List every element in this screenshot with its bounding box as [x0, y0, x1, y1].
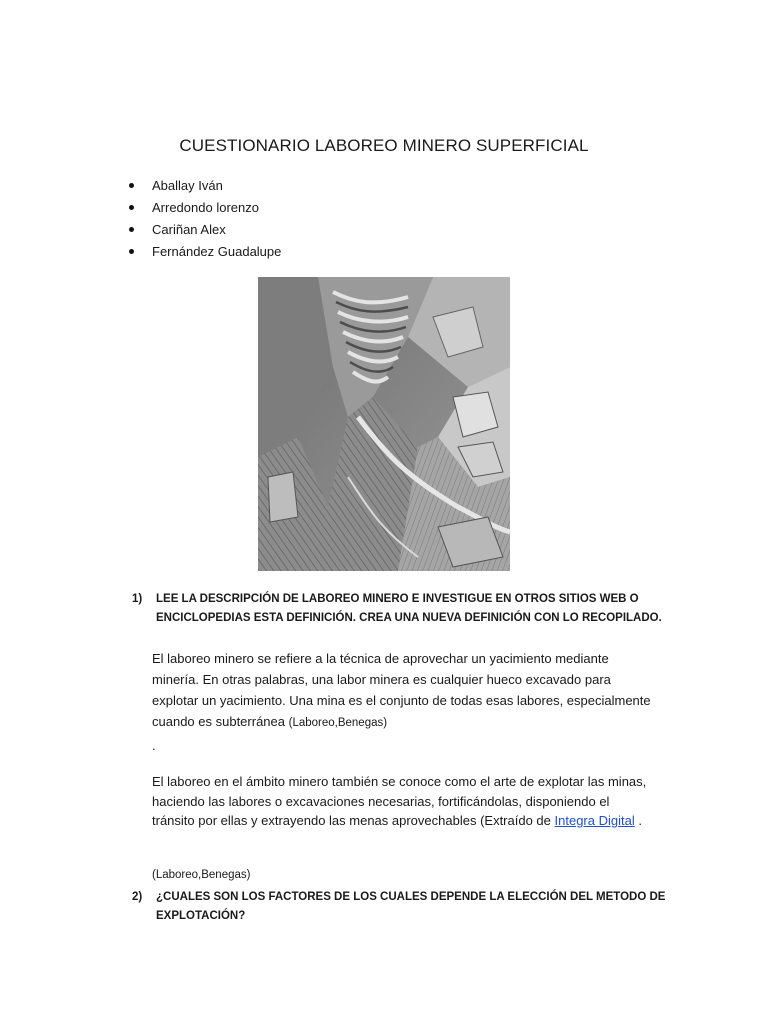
aerial-photo-graphic: [258, 277, 510, 571]
answer-paragraph-1: [152, 648, 652, 734]
question-number: 1): [132, 593, 143, 605]
author-list: [128, 176, 281, 264]
citation: (Laboreo,Benegas): [288, 717, 388, 729]
question-text-line: ENCICLOPEDIAS ESTA DEFINICIÓN. CREA UNA NUEVA DEFINICIÓN CON LO RECOPILADO.: [156, 612, 662, 624]
author-item: Aballay Iván: [128, 176, 281, 198]
author-item: Fernández Guadalupe: [128, 242, 281, 264]
aerial-mine-photo: [258, 277, 510, 571]
question-text-line: ¿CUALES SON LOS FACTORES DE LOS CUALES DEPENDE LA ELECCIÓN DEL METODO DE: [156, 891, 666, 903]
answer-paragraph-2: [152, 772, 652, 831]
question-text-line: LEE LA DESCRIPCIÓN DE LABOREO MINERO E INVESTIGUE EN OTROS SITIOS WEB O: [156, 593, 639, 605]
stray-dot: .: [152, 738, 156, 753]
answer-text: El laboreo en el ámbito minero también se conoce como el arte de explotar las minas, haciendo las labores o excavaciones necesarias, fortificándolas, disponiendo el tránsito por ellas y extrayendo las menas aprovechables (Extraído de: [152, 774, 647, 828]
citation-2: (Laboreo,Benegas): [152, 869, 251, 881]
document-title: CUESTIONARIO LABOREO MINERO SUPERFICIAL: [179, 136, 589, 155]
integra-digital-link[interactable]: Integra Digital: [554, 813, 635, 828]
answer-text: El laboreo minero se refiere a la técnica de aprovechar un yacimiento mediante minería. En otras palabras, una labor minera es cualquier hueco excavado para explotar un yacimiento. Una mina es el conjunto de todas esas labores, especialmente cuando es subterránea: [152, 651, 651, 729]
author-item: Arredondo lorenzo: [128, 198, 281, 220]
question-text-line: EXPLOTACIÓN?: [156, 910, 246, 922]
question-2: [132, 888, 672, 926]
author-item: Cariñan Alex: [128, 220, 281, 242]
question-number: 2): [132, 891, 143, 903]
question-1: [132, 590, 672, 628]
paragraph-end: .: [638, 813, 642, 828]
